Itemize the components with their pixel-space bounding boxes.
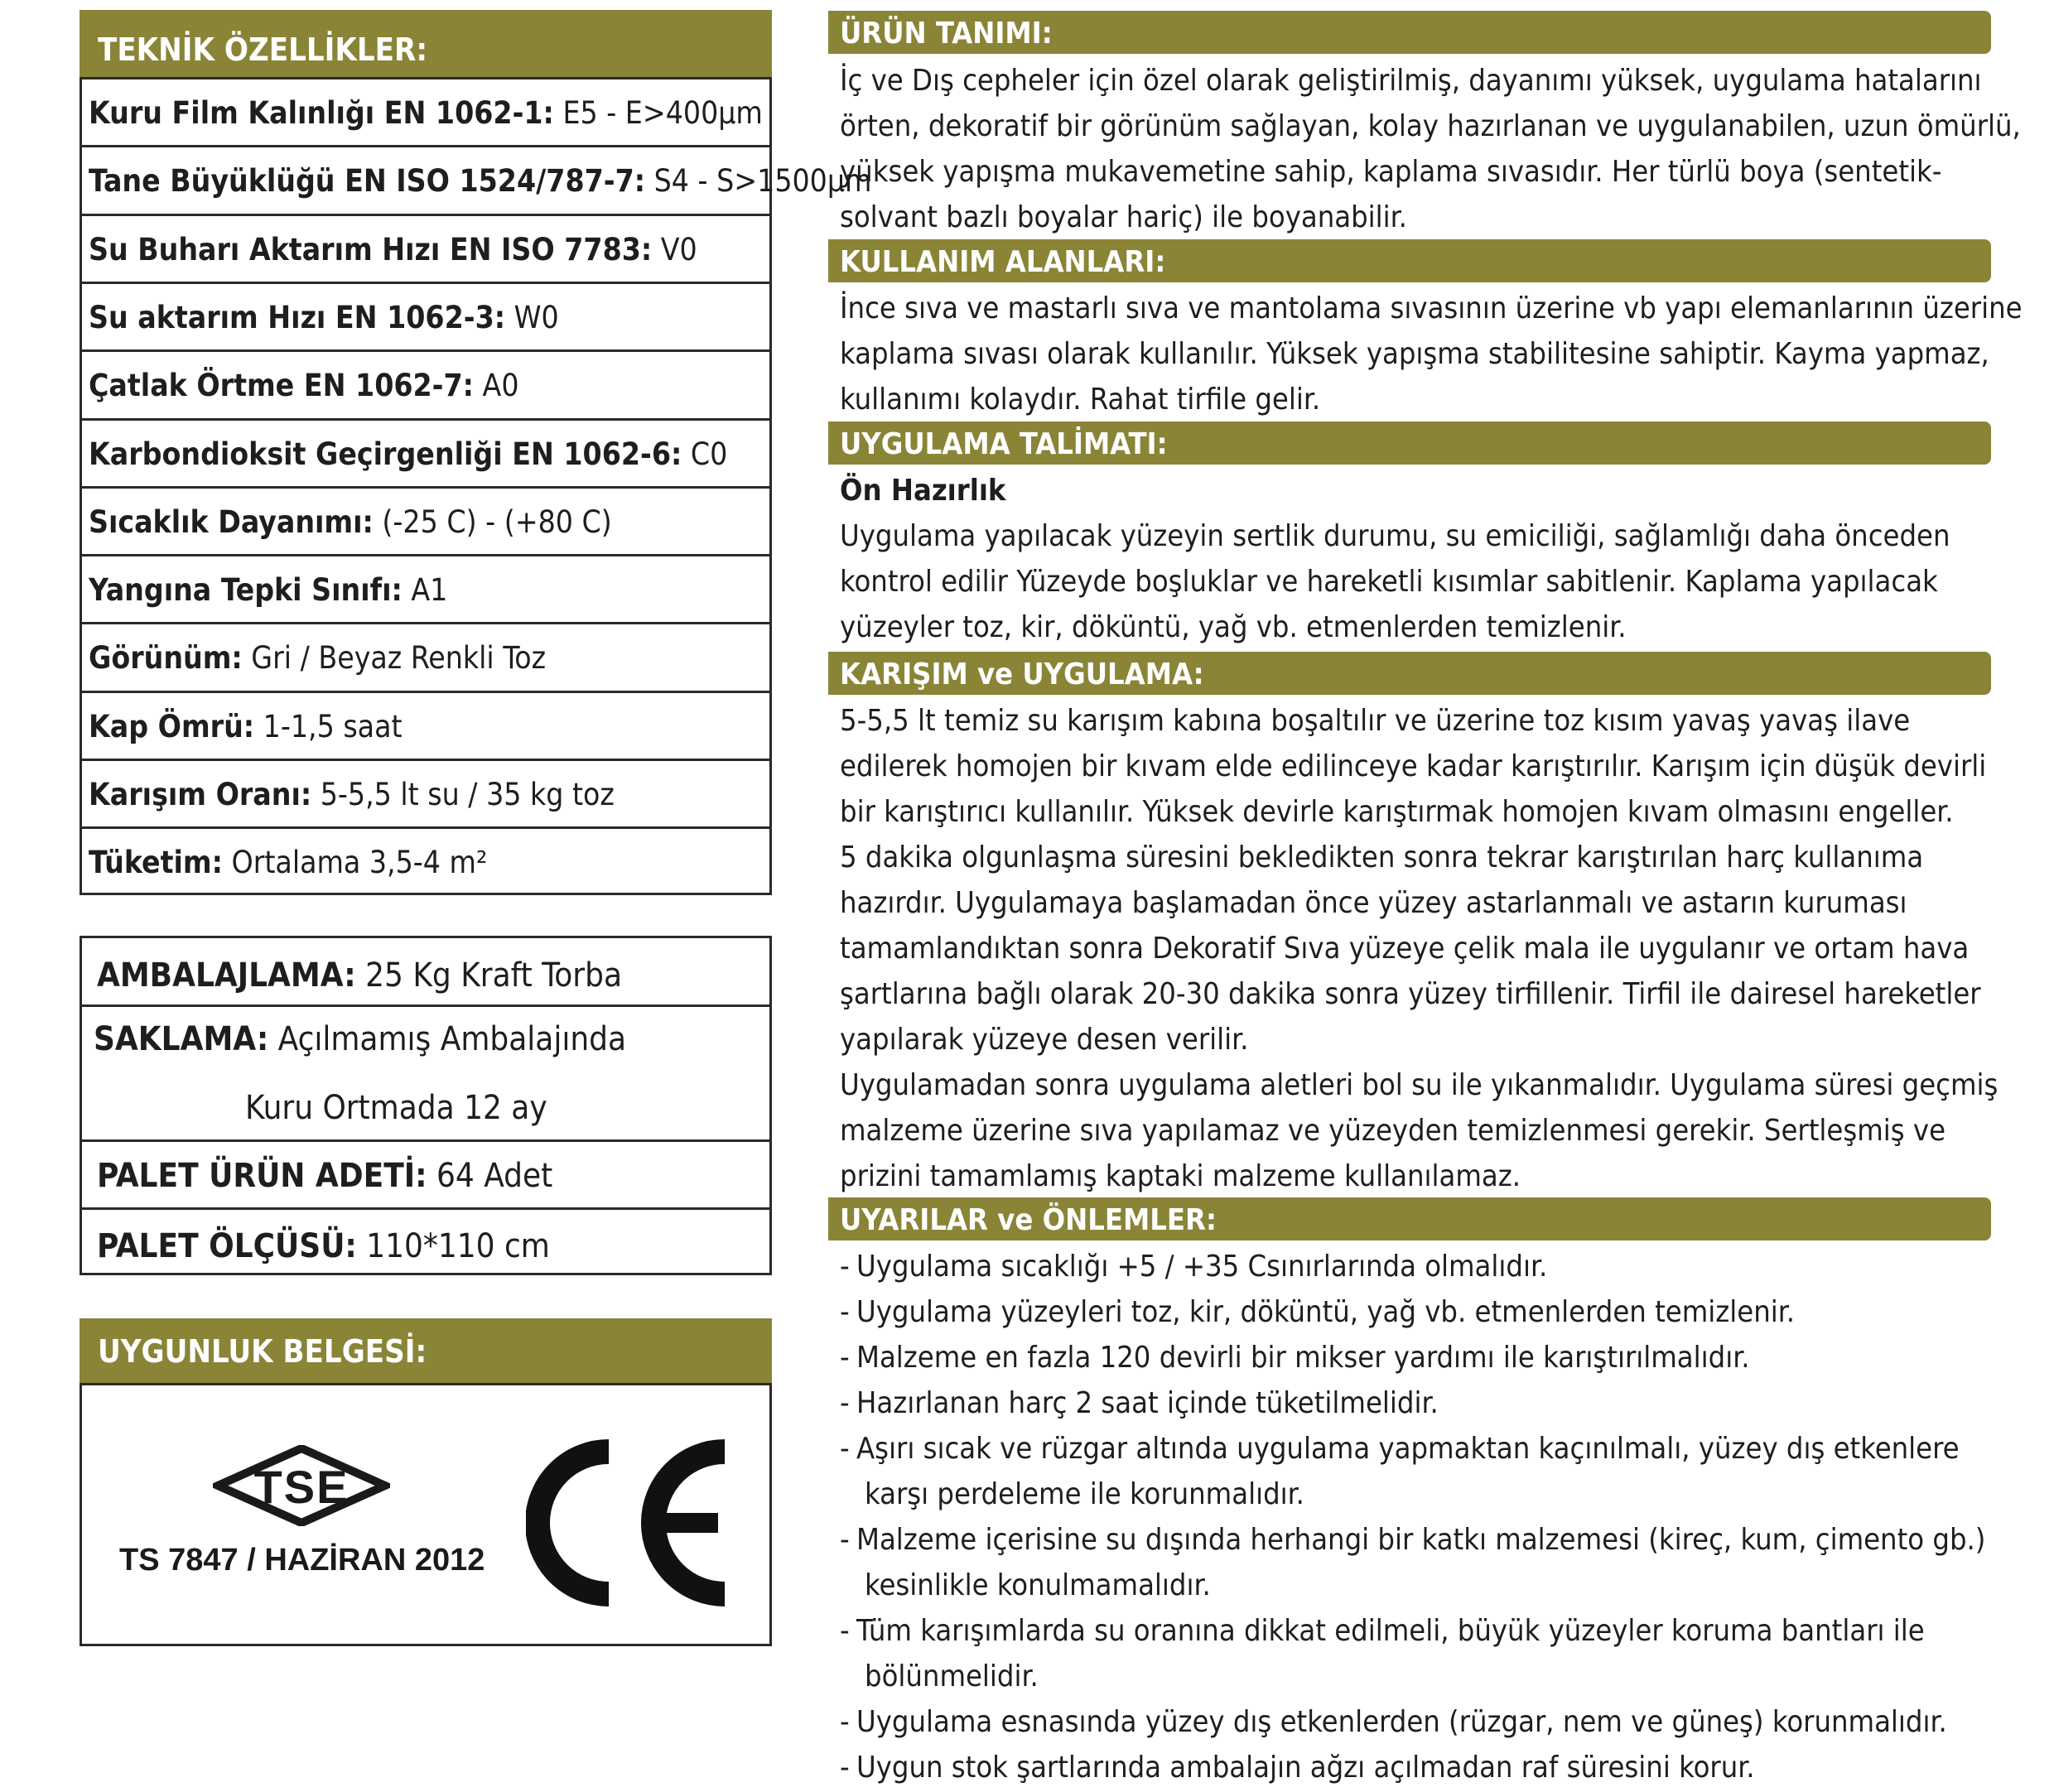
text-line: malzeme üzerine sıva yapılamaz ve yüzeyden temizlenmesi gerekir. Sertleşmiş ve: [840, 1114, 1946, 1148]
spec-value: Gri / Beyaz Renkli Toz: [242, 640, 547, 677]
spec-value: W0: [505, 299, 559, 335]
storage-row: [82, 1004, 769, 1139]
spec-row: [82, 77, 769, 145]
ce-mark-icon: [526, 1432, 733, 1614]
text-line: tamamlandıktan sonra Dekoratif Sıva yüzeye çelik mala ile uygulanır ve ortam hava: [840, 932, 1970, 966]
spec-value: 1-1,5 saat: [254, 708, 403, 744]
certificate-box: [80, 1383, 772, 1646]
spec-label: Karışım Oranı:: [89, 777, 312, 812]
text-line: Uygulamadan sonra uygulama aletleri bol su ile yıkanmalıdır. Uygulama süresi geçmiş: [840, 1068, 1999, 1102]
warning-text: karşı perdeleme ile korunmalıdır.: [865, 1477, 1304, 1511]
spec-value: V0: [652, 231, 697, 267]
warning-dash: -: [840, 1386, 850, 1420]
warning-dash: -: [840, 1614, 850, 1648]
warning-item: [840, 1745, 1999, 1790]
packaging-value: 25 Kg Kraft Torba: [355, 956, 622, 995]
warning-dash: -: [840, 1523, 850, 1557]
warning-item: [840, 1472, 1999, 1517]
spec-value: A1: [402, 572, 448, 609]
spec-label: Tüketim:: [89, 845, 223, 881]
application-instructions-header: UYGULAMA TALİMATI:: [828, 422, 1991, 465]
text-line: solvant bazlı boyalar hariç) ile boyanabilir.: [840, 200, 1407, 234]
warning-item: [840, 1608, 1999, 1654]
pallet-size-label: PALET ÖLÇÜSÜ:: [97, 1227, 357, 1265]
warning-item: [840, 1244, 1999, 1289]
spec-label: Tane Büyüklüğü EN ISO 1524/787-7:: [89, 163, 646, 200]
warning-item: [840, 1426, 1999, 1472]
text-line: yüzeyler toz, kir, döküntü, yağ vb. etmenlerden temizlenir.: [840, 610, 1627, 644]
pallet-size-value: 110*110 cm: [356, 1227, 550, 1265]
preparation-text: [840, 513, 1999, 650]
spec-row: [82, 418, 769, 486]
text-line: bir karıştırıcı kullanılır. Yüksek devirle karıştırmak homojen kıvam olmasını engeller.: [840, 795, 1954, 829]
spec-label: Kuru Film Kalınlığı EN 1062-1:: [89, 95, 554, 131]
warning-item: [840, 1289, 1999, 1335]
spec-row: [82, 759, 769, 826]
spec-label: Kap Ömrü:: [89, 708, 255, 744]
text-line: edilerek homojen bir kıvam elde edilinceye kadar karıştırılır. Karışım için düşük devirli: [840, 749, 1987, 783]
spec-row: [82, 826, 769, 894]
spec-value: C0: [682, 436, 728, 472]
spec-label: Sıcaklık Dayanımı:: [89, 503, 374, 540]
spec-label: Karbondioksit Geçirgenliği EN 1062-6:: [89, 436, 682, 472]
pallet-count-label: PALET ÜRÜN ADETİ:: [97, 1157, 427, 1195]
spec-label: Yangına Tepki Sınıfı:: [89, 572, 403, 609]
spec-row: [82, 691, 769, 759]
preparation-subheader: Ön Hazırlık: [840, 474, 1006, 508]
warning-text: Uygulama yüzeyleri toz, kir, döküntü, yağ vb. etmenlerden temizlenir.: [856, 1295, 1796, 1329]
warning-dash: -: [840, 1751, 850, 1785]
text-line: kullanımı kolaydır. Rahat tirfile gelir.: [840, 383, 1321, 417]
certificate-header: UYGUNLUK BELGESİ:: [80, 1318, 772, 1383]
warning-text: Hazırlanan harç 2 saat içinde tüketilmelidir.: [856, 1386, 1439, 1420]
text-line: örten, dekoratif bir görünüm sağlayan, kolay hazırlanan ve uygulanabilen, uzun ömürlü,: [840, 109, 2021, 143]
warning-item: [840, 1563, 1999, 1608]
spec-row: [82, 554, 769, 622]
tse-standard-text: TS 7847 / HAZİRAN 2012: [119, 1543, 485, 1578]
text-line: yapılarak yüzeye desen verilir.: [840, 1023, 1249, 1057]
warning-dash: -: [840, 1250, 850, 1284]
text-line: 5 dakika olgunlaşma süresini bekledikten sonra tekrar karıştırılan harç kullanıma: [840, 841, 1924, 874]
usage-areas-text: [840, 286, 2023, 422]
warnings-list: [840, 1244, 1999, 1790]
warning-text: Tüm karışımlarda su oranına dikkat edilmeli, büyük yüzeyler koruma bantları ile: [856, 1614, 1925, 1648]
warning-text: Aşırı sıcak ve rüzgar altında uygulama yapmaktan kaçınılmalı, yüzey dış etkenlere: [856, 1432, 1960, 1466]
tse-logo-text: TSE: [253, 1461, 350, 1513]
text-line: kaplama sıvası olarak kullanılır. Yüksek yapışma stabilitesine sahiptir. Kayma yapmaz,: [840, 337, 1989, 371]
spec-label: Görünüm:: [89, 640, 243, 677]
usage-areas-header: KULLANIM ALANLARI:: [828, 239, 1991, 282]
warning-dash: -: [840, 1432, 850, 1466]
spec-value: Ortalama 3,5-4 m²: [222, 845, 488, 881]
warning-text: kesinlikle konulmamalıdır.: [865, 1568, 1211, 1602]
storage-label: SAKLAMA:: [94, 1020, 269, 1058]
text-line: yüksek yapışma mukavemetine sahip, kaplama sıvasıdır. Her türlü boya (sentetik-: [840, 155, 1942, 189]
text-line: Uygulama yapılacak yüzeyin sertlik durumu, su emiciliği, sağlamlığı daha önceden: [840, 519, 1950, 553]
warning-dash: -: [840, 1295, 850, 1329]
spec-value: A0: [473, 368, 519, 404]
warning-dash: -: [840, 1705, 850, 1739]
spec-value: E5 - E>400μm: [553, 95, 763, 131]
spec-label: Çatlak Örtme EN 1062-7:: [89, 368, 474, 404]
text-line: şartlarına bağlı olarak 20-30 dakika sonra yüzey tirfillenir. Tirfil ile dairesel hareketler: [840, 977, 1981, 1011]
warning-text: bölünmelidir.: [865, 1660, 1039, 1693]
warning-item: [840, 1654, 1999, 1699]
warning-text: Malzeme en fazla 120 devirli bir mikser yardımı ile karıştırılmalıdır.: [856, 1341, 1750, 1375]
packaging-label: AMBALAJLAMA:: [97, 956, 356, 995]
warning-item: [840, 1380, 1999, 1426]
spec-value: (-25 C) - (+80 C): [373, 503, 612, 540]
warning-text: Malzeme içerisine su dışında herhangi bir katkı malzemesi (kireç, kum, çimento gb.): [856, 1523, 1986, 1557]
spec-value: 5-5,5 lt su / 35 kg toz: [311, 777, 615, 812]
packaging-row: [82, 938, 769, 1004]
text-line: İç ve Dış cepheler için özel olarak geliştirilmiş, dayanımı yüksek, uygulama hatalarını: [840, 64, 1982, 98]
warning-text: Uygun stok şartlarında ambalajın ağzı açılmadan raf süresini korur.: [856, 1751, 1755, 1785]
storage-value: Açılmamış Ambalajında: [268, 1020, 627, 1058]
mixing-text: [840, 698, 1999, 1199]
spec-row: [82, 622, 769, 690]
packaging-table: [80, 936, 772, 1275]
warning-item: [840, 1517, 1999, 1563]
spec-row: [82, 214, 769, 282]
warning-item: [840, 1335, 1999, 1380]
spec-row: [82, 282, 769, 349]
spec-label: Su Buharı Aktarım Hızı EN ISO 7783:: [89, 231, 653, 267]
spec-row: [82, 349, 769, 417]
pallet-count-row: [82, 1139, 769, 1207]
spec-row: [82, 486, 769, 554]
storage-value-2: Kuru Ortmada 12 ay: [245, 1089, 547, 1127]
tech-specs-table: [80, 77, 872, 895]
text-line: kontrol edilir Yüzeyde boşluklar ve hareketli kısımlar sabitlenir. Kaplama yapılacak: [840, 565, 1938, 599]
spec-value: S4 - S>1500μm: [645, 163, 872, 200]
product-description-header: ÜRÜN TANIMI:: [828, 11, 1991, 54]
spec-label: Su aktarım Hızı EN 1062-3:: [89, 299, 506, 335]
mixing-header: KARIŞIM ve UYGULAMA:: [828, 652, 1991, 695]
pallet-size-row: [82, 1207, 769, 1275]
warning-dash: -: [840, 1341, 850, 1375]
product-description-text: [840, 58, 2021, 240]
text-line: İnce sıva ve mastarlı sıva ve mantolama sıvasının üzerine vb yapı elemanlarının üzerine: [840, 291, 2023, 325]
warnings-header: UYARILAR ve ÖNLEMLER:: [828, 1197, 1991, 1240]
text-line: prizini tamamlamış kaptaki malzeme kullanılamaz.: [840, 1159, 1521, 1193]
warning-text: Uygulama sıcaklığı +5 / +35 Csınırlarında olmalıdır.: [856, 1250, 1548, 1284]
tech-specs-header: TEKNİK ÖZELLİKLER:: [80, 10, 772, 77]
warning-text: Uygulama esnasında yüzey dış etkenlerden (rüzgar, nem ve güneş) korunmalıdır.: [856, 1705, 1947, 1739]
pallet-count-value: 64 Adet: [427, 1157, 553, 1195]
text-line: 5-5,5 lt temiz su karışım kabına boşaltılır ve üzerine toz kısım yavaş yavaş ilave: [840, 704, 1911, 738]
warning-item: [840, 1699, 1999, 1745]
tse-logo-icon: [213, 1445, 390, 1526]
text-line: hazırdır. Uygulamaya başlamadan önce yüzey astarlanmalı ve astarın kuruması: [840, 886, 1907, 920]
spec-row: [82, 145, 872, 213]
